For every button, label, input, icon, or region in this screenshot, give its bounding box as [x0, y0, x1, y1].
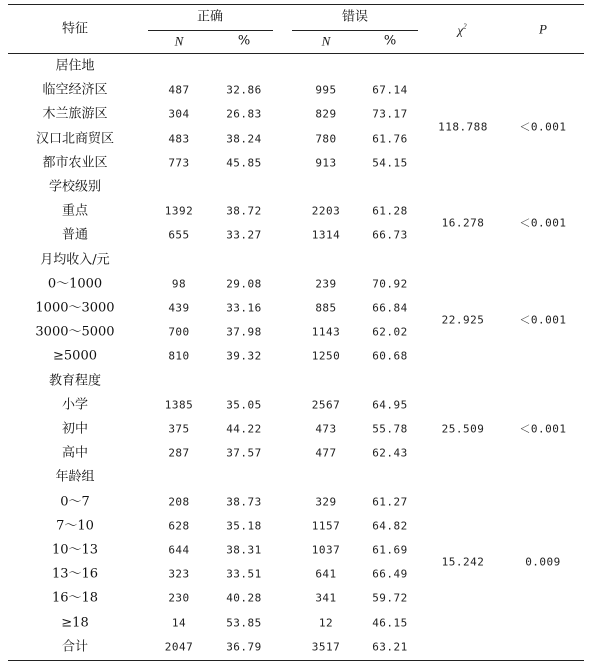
correct-percent: 29.08 — [226, 277, 262, 291]
correct-percent: 33.16 — [226, 301, 262, 315]
correct-count: 439 — [168, 301, 190, 315]
correct-count: 323 — [168, 567, 190, 581]
wrong-count: 1250 — [311, 349, 341, 363]
row-label: 0～7 — [60, 494, 90, 510]
row-label: 0～1000 — [47, 276, 103, 292]
correct-underline — [148, 30, 273, 31]
row-label: 高中 — [61, 445, 89, 461]
header-wrong: 错误 — [341, 9, 369, 25]
header-correct: 正确 — [196, 9, 224, 25]
wrong-count: 329 — [315, 495, 337, 509]
group-title: 年龄组 — [55, 469, 95, 485]
total-correct-count: 2047 — [164, 640, 194, 654]
row-label: 普通 — [61, 227, 89, 243]
group-title: 教育程度 — [48, 373, 102, 389]
wrong-count: 1037 — [311, 543, 341, 557]
p-value: ＜0.001 — [519, 422, 567, 436]
wrong-count: 885 — [315, 301, 337, 315]
row-label: ≥18 — [61, 615, 89, 631]
row-label: 重点 — [61, 203, 89, 219]
wrong-percent: 67.14 — [372, 83, 408, 97]
wrong-percent: 62.02 — [372, 325, 408, 339]
wrong-percent: 64.95 — [372, 398, 408, 412]
row-label: 3000～5000 — [35, 324, 115, 340]
correct-percent: 38.31 — [226, 543, 262, 557]
group-title: 学校级别 — [48, 179, 102, 195]
wrong-percent: 61.69 — [372, 543, 408, 557]
row-label: 7～10 — [56, 518, 94, 534]
wrong-percent: 60.68 — [372, 349, 408, 363]
correct-count: 773 — [168, 156, 190, 170]
correct-percent: 33.27 — [226, 228, 262, 242]
wrong-percent: 61.27 — [372, 495, 408, 509]
wrong-percent: 55.78 — [372, 422, 408, 436]
wrong-percent: 70.92 — [372, 277, 408, 291]
total-label: 合计 — [61, 639, 89, 655]
wrong-percent: 66.84 — [372, 301, 408, 315]
wrong-count: 913 — [315, 156, 337, 170]
correct-count: 1392 — [164, 204, 194, 218]
top-rule — [8, 4, 584, 5]
correct-percent: 32.86 — [226, 83, 262, 97]
total-wrong-count: 3517 — [311, 640, 341, 654]
chi-square-value: 118.788 — [438, 120, 488, 133]
wrong-count: 2203 — [311, 204, 341, 218]
p-value: ＜0.001 — [519, 313, 567, 327]
correct-percent: 38.73 — [226, 495, 262, 509]
wrong-percent: 66.49 — [372, 567, 408, 581]
wrong-count: 641 — [315, 567, 337, 581]
correct-count: 810 — [168, 349, 190, 363]
wrong-count: 2567 — [311, 398, 341, 412]
correct-percent: 33.51 — [226, 567, 262, 581]
correct-count: 208 — [168, 495, 190, 509]
wrong-count: 995 — [315, 83, 337, 97]
correct-percent: 35.18 — [226, 519, 262, 533]
wrong-count: 1314 — [311, 228, 341, 242]
correct-percent: 38.24 — [226, 132, 262, 146]
correct-count: 287 — [168, 446, 190, 460]
row-label: 小学 — [61, 397, 89, 413]
row-label: 16～18 — [51, 590, 99, 606]
row-label: 汉口北商贸区 — [35, 131, 115, 147]
chi-symbol: χ — [457, 22, 464, 38]
correct-percent: 26.83 — [226, 107, 262, 121]
correct-percent: 38.72 — [226, 204, 262, 218]
p-value: ＜0.001 — [519, 216, 567, 230]
row-label: 都市农业区 — [42, 155, 108, 171]
total-wrong-percent: 63.21 — [372, 640, 408, 654]
wrong-percent: 61.28 — [372, 204, 408, 218]
row-label: 初中 — [61, 421, 89, 437]
group-title: 月均收入/元 — [40, 252, 110, 268]
wrong-count: 829 — [315, 107, 337, 121]
row-label: 1000～3000 — [35, 300, 115, 316]
wrong-count: 239 — [315, 277, 337, 291]
chi-superscript: 2 — [463, 22, 467, 31]
p-value: 0.009 — [525, 555, 561, 569]
wrong-percent: 62.43 — [372, 446, 408, 460]
correct-percent: 45.85 — [226, 156, 262, 170]
correct-count: 230 — [168, 591, 190, 605]
correct-count: 98 — [171, 277, 187, 291]
correct-percent: 53.85 — [226, 616, 262, 630]
header-rule — [8, 53, 584, 54]
p-value: ＜0.001 — [519, 120, 567, 133]
correct-count: 644 — [168, 543, 190, 557]
wrong-percent: 54.15 — [372, 156, 408, 170]
correct-count: 655 — [168, 228, 190, 242]
correct-count: 375 — [168, 422, 190, 436]
wrong-percent: 59.72 — [372, 591, 408, 605]
group-title: 居住地 — [55, 58, 95, 74]
correct-percent: 37.98 — [226, 325, 262, 339]
total-correct-percent: 36.79 — [226, 640, 262, 654]
correct-count: 304 — [168, 107, 190, 121]
wrong-underline — [292, 30, 418, 31]
correct-percent: 40.28 — [226, 591, 262, 605]
row-label: 13～16 — [51, 566, 99, 582]
header-wrong-n: N — [321, 33, 331, 49]
wrong-count: 473 — [315, 422, 337, 436]
chi-square-value: 25.509 — [441, 422, 485, 436]
chi-square-value: 16.278 — [441, 216, 485, 230]
bottom-rule — [8, 660, 584, 661]
header-p: P — [539, 21, 547, 37]
correct-count: 1385 — [164, 398, 194, 412]
header-wrong-pct: % — [383, 33, 397, 49]
row-label: 木兰旅游区 — [42, 106, 108, 122]
wrong-percent: 64.82 — [372, 519, 408, 533]
wrong-count: 1157 — [311, 519, 341, 533]
chi-square-value: 22.925 — [441, 313, 485, 327]
header-chi-square — [457, 24, 466, 37]
wrong-percent: 66.73 — [372, 228, 408, 242]
wrong-count: 341 — [315, 591, 337, 605]
chi-square-value: 15.242 — [441, 555, 485, 569]
wrong-count: 780 — [315, 132, 337, 146]
header-feature: 特征 — [61, 21, 89, 37]
row-label: ≥5000 — [53, 348, 97, 364]
row-label: 临空经济区 — [42, 82, 108, 98]
correct-count: 483 — [168, 132, 190, 146]
correct-percent: 39.32 — [226, 349, 262, 363]
wrong-percent: 46.15 — [372, 616, 408, 630]
correct-percent: 44.22 — [226, 422, 262, 436]
wrong-count: 477 — [315, 446, 337, 460]
correct-count: 700 — [168, 325, 190, 339]
wrong-percent: 73.17 — [372, 107, 408, 121]
correct-percent: 35.05 — [226, 398, 262, 412]
header-correct-pct: % — [237, 33, 251, 49]
correct-count: 487 — [168, 83, 190, 97]
wrong-percent: 61.76 — [372, 132, 408, 146]
correct-count: 14 — [171, 616, 187, 630]
correct-percent: 37.57 — [226, 446, 262, 460]
wrong-count: 1143 — [311, 325, 341, 339]
row-label: 10～13 — [51, 542, 99, 558]
wrong-count: 12 — [318, 616, 334, 630]
correct-count: 628 — [168, 519, 190, 533]
header-correct-n: N — [174, 33, 184, 49]
